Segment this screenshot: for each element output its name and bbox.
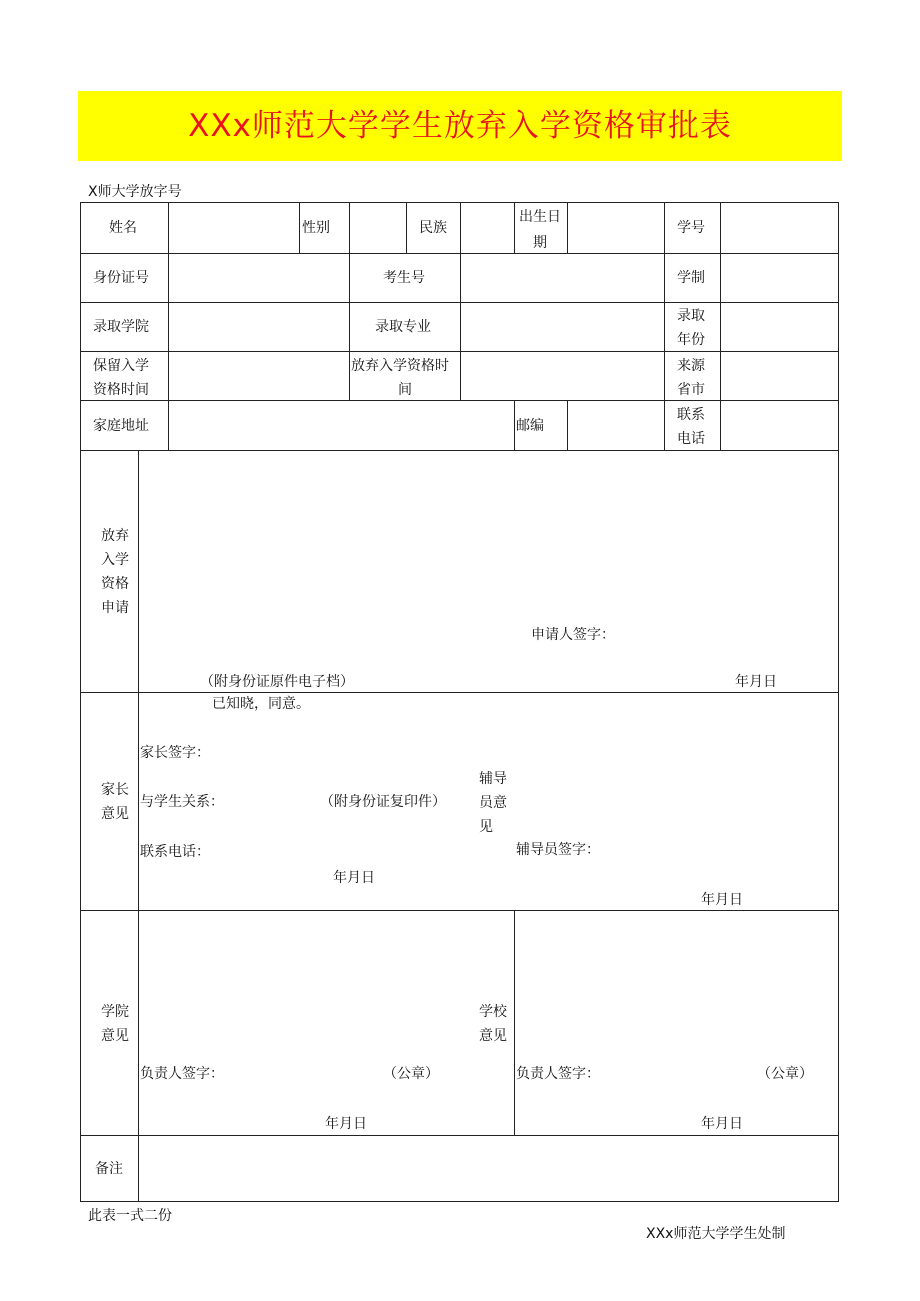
school-opinion-label: 学校 bbox=[479, 1004, 507, 1020]
grid-line bbox=[664, 202, 665, 450]
counselor-date-label: 年月日 bbox=[701, 892, 743, 908]
reserve-period-label: 资格时间 bbox=[93, 382, 149, 398]
parent-opinion-label: 意见 bbox=[101, 806, 129, 822]
contact-phone-label: 联系 bbox=[677, 407, 705, 423]
applicant-signature-label: 申请人签字： bbox=[531, 627, 615, 643]
school-opinion-label: 意见 bbox=[479, 1028, 507, 1044]
copies-note: 此表一式二份 bbox=[88, 1208, 172, 1224]
grid-line bbox=[349, 253, 350, 400]
grid-line bbox=[168, 202, 169, 450]
admission-major-label: 录取专业 bbox=[375, 319, 431, 335]
grid-line bbox=[567, 400, 568, 450]
parent-signature-label: 家长签字： bbox=[140, 745, 210, 761]
counselor-opinion-label: 见 bbox=[479, 819, 493, 835]
college-opinion-label: 学院 bbox=[101, 1004, 129, 1020]
name-label: 姓名 bbox=[109, 220, 137, 236]
exam-number-label: 考生号 bbox=[383, 270, 425, 286]
grid-line bbox=[460, 202, 461, 253]
application-section-label: 申请 bbox=[101, 600, 129, 616]
parent-opinion-label: 家长 bbox=[101, 782, 129, 798]
birth-date-label: 出生日 bbox=[519, 209, 561, 225]
college-opinion-label: 意见 bbox=[101, 1028, 129, 1044]
college-responsible-signature: 负责人签字： bbox=[140, 1066, 224, 1082]
program-length-label: 学制 bbox=[677, 270, 705, 286]
counselor-opinion-label: 辅导 bbox=[479, 771, 507, 787]
give-up-time-label: 间 bbox=[398, 382, 412, 398]
id-attachment-note: （附身份证原件电子档） bbox=[200, 674, 354, 690]
school-responsible-signature: 负责人签字： bbox=[516, 1066, 600, 1082]
parent-statement: 已知晓，同意。 bbox=[212, 696, 310, 712]
admission-college-label: 录取学院 bbox=[93, 319, 149, 335]
parent-phone-label: 联系电话： bbox=[140, 844, 210, 860]
title-banner bbox=[78, 91, 842, 161]
ethnicity-label: 民族 bbox=[419, 220, 447, 236]
grid-line bbox=[514, 910, 515, 1135]
application-section-label: 入学 bbox=[101, 552, 129, 568]
admission-year-label: 录取 bbox=[677, 308, 705, 324]
document-number-label: X师大学放字号 bbox=[88, 184, 182, 200]
parent-date-label: 年月日 bbox=[333, 870, 375, 886]
give-up-time-label: 放弃入学资格时 bbox=[351, 358, 449, 374]
origin-province-label: 来源 bbox=[677, 358, 705, 374]
grid-line bbox=[720, 202, 721, 450]
relation-label: 与学生关系： bbox=[140, 794, 224, 810]
grid-line bbox=[80, 692, 839, 693]
grid-line bbox=[80, 450, 839, 451]
student-id-label: 学号 bbox=[677, 220, 705, 236]
school-date-label: 年月日 bbox=[701, 1116, 743, 1132]
grid-line bbox=[514, 400, 515, 450]
grid-line bbox=[299, 202, 300, 253]
page-title: XXx师范大学学生放弃入学资格审批表 bbox=[188, 108, 732, 144]
grid-line bbox=[460, 253, 461, 400]
application-date-label: 年月日 bbox=[735, 674, 777, 690]
birth-date-label: 期 bbox=[533, 235, 547, 251]
grid-line bbox=[514, 202, 515, 253]
origin-province-label: 省市 bbox=[677, 382, 705, 398]
application-section-label: 资格 bbox=[101, 576, 129, 592]
id-copy-note: （附身份证复印件） bbox=[320, 794, 446, 810]
grid-line bbox=[567, 202, 568, 253]
id-card-label: 身份证号 bbox=[93, 270, 149, 286]
grid-line bbox=[349, 202, 350, 253]
contact-phone-label: 电话 bbox=[677, 431, 705, 447]
counselor-signature-label: 辅导员签字： bbox=[516, 842, 600, 858]
admission-year-label: 年份 bbox=[677, 332, 705, 348]
college-date-label: 年月日 bbox=[325, 1116, 367, 1132]
remarks-label: 备注 bbox=[95, 1161, 123, 1177]
issuer-note: XXx师范大学学生处制 bbox=[646, 1226, 786, 1242]
school-seal-label: （公章） bbox=[757, 1066, 813, 1082]
grid-line bbox=[406, 202, 407, 253]
application-section-label: 放弃 bbox=[101, 528, 129, 544]
reserve-period-label: 保留入学 bbox=[93, 358, 149, 374]
gender-label: 性别 bbox=[302, 220, 330, 236]
counselor-opinion-label: 员意 bbox=[479, 795, 507, 811]
home-address-label: 家庭地址 bbox=[93, 418, 149, 434]
postcode-label: 邮编 bbox=[516, 418, 544, 434]
college-seal-label: （公章） bbox=[383, 1066, 439, 1082]
grid-line bbox=[80, 400, 839, 401]
grid-line bbox=[138, 450, 139, 1202]
